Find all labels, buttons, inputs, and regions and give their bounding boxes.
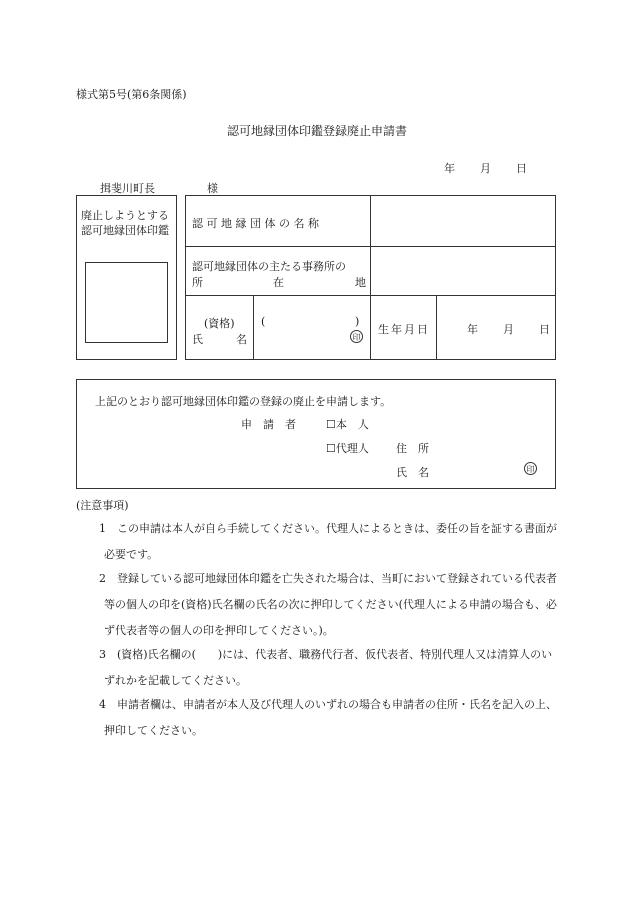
self-checkbox[interactable]: ☐本 人 — [326, 418, 369, 431]
birth-month-label: 月 — [503, 323, 514, 336]
agent-checkbox[interactable]: ☐代理人 — [326, 442, 369, 455]
paren-close: ) — [355, 315, 360, 328]
date-month-label: 月 — [480, 162, 491, 175]
address-label: 住 所 — [396, 442, 429, 455]
document-title: 認可地縁団体印鑑登録廃止申請書 — [227, 124, 408, 138]
notes-heading: (注意事項) — [76, 499, 129, 512]
applicant-seal-mark — [524, 462, 537, 475]
seal-box-label-line2: 認可地縁団体印鑑 — [81, 224, 169, 237]
org-name-label: 認 可 地 縁 団 体 の 名 称 — [192, 217, 319, 230]
name-label: 氏 名 — [396, 466, 429, 479]
note-item: 2 登録している認可地縁団体印鑑を亡失された場合は、当町において登録されている代表者等の個人の印を(資格)氏名欄の氏名の次に押印してください(代理人による申請の場合も、必ず代表者等の個人の印を押印してください。)。 — [99, 572, 557, 637]
note-item: 4 申請者欄は、申請者が本人及び代理人のいずれの場合も申請者の住所・氏名を記入の上、押印してください。 — [99, 698, 557, 737]
seal-box-label-line1: 廃止しようとする — [81, 209, 169, 222]
birth-day-label: 日 — [539, 323, 550, 336]
seal-mark-text: 印 — [350, 330, 363, 343]
rep-qualification-label: (資格) — [204, 317, 235, 330]
seal-impression-area[interactable] — [85, 262, 168, 343]
addressee-name: 揖斐川町長 — [100, 182, 155, 195]
office-label-line1: 認可地縁団体の主たる事務所の — [192, 260, 346, 273]
date-year-label: 年 — [444, 162, 455, 175]
rep-name-field[interactable] — [254, 296, 369, 359]
birthdate-label: 生年月日 — [378, 323, 430, 336]
form-number: 様式第5号(第6条関係) — [76, 88, 187, 101]
office-label-line2-a: 所 — [192, 276, 203, 289]
rep-name-label-a: 氏 — [192, 333, 203, 346]
application-statement: 上記のとおり認可地縁団体印鑑の登録の廃止を申請します。 — [95, 395, 392, 408]
rep-name-label-b: 名 — [236, 333, 247, 346]
office-address-field[interactable] — [371, 247, 555, 294]
note-item: 3 (資格)氏名欄の( )には、代表者、職務代行者、仮代表者、特別代理人又は清算人のいずれかを記載してください。 — [99, 648, 553, 687]
applicant-seal-mark-text: 印 — [524, 462, 537, 475]
paren-open: ( — [261, 315, 266, 328]
note-item: 1 この申請は本人が自ら手続してください。代理人によるときは、委任の旨を証する書面が必要です。 — [99, 522, 557, 561]
addressee-honorific: 様 — [207, 182, 218, 195]
birth-year-label: 年 — [467, 323, 478, 336]
org-name-field[interactable] — [371, 196, 555, 246]
table-column-divider — [436, 295, 437, 360]
office-label-line2-b: 在 — [273, 276, 284, 289]
office-label-line2-c: 地 — [355, 276, 366, 289]
applicant-label: 申 請 者 — [241, 418, 296, 431]
date-day-label: 日 — [516, 162, 527, 175]
